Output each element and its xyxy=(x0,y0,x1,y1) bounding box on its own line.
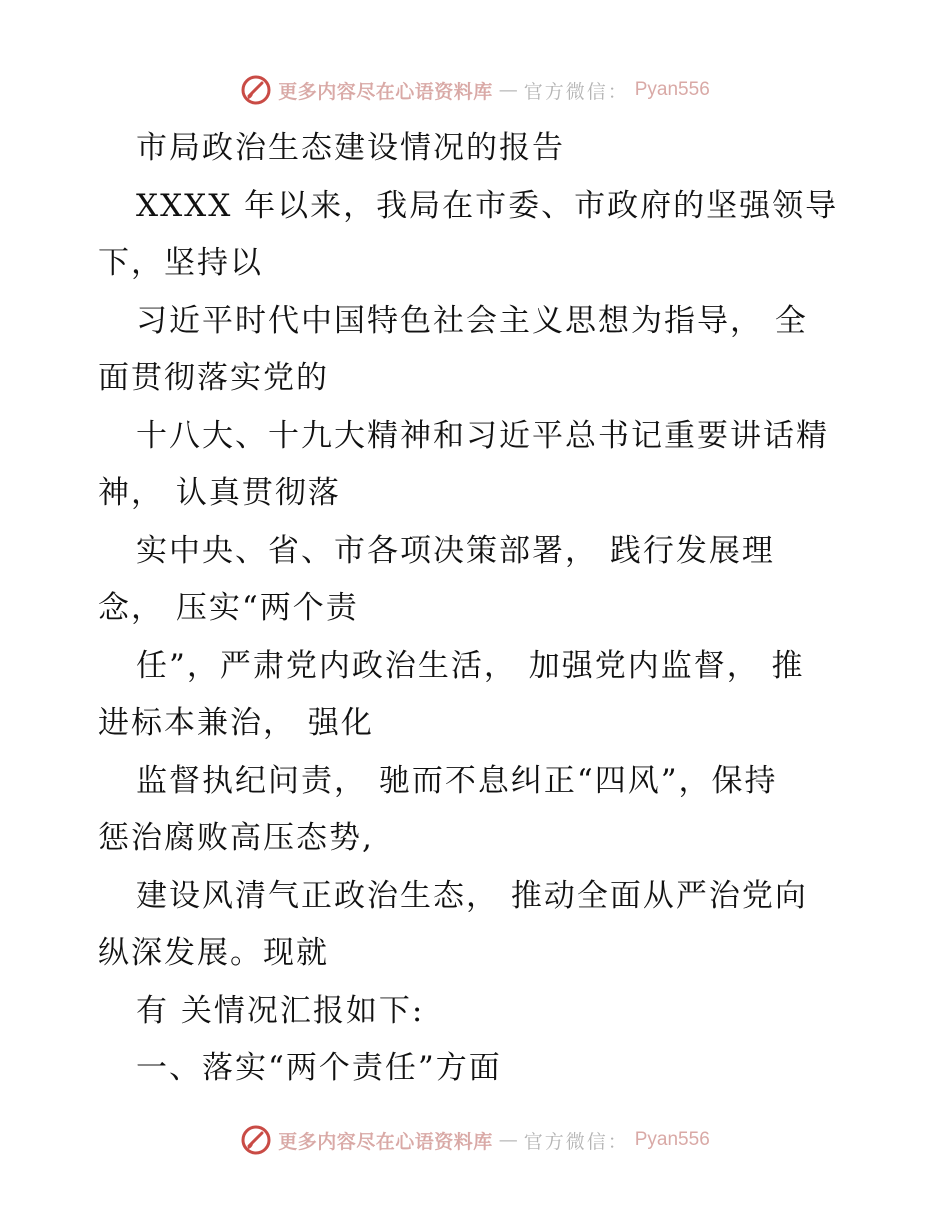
watermark-label: 官方微信： xyxy=(523,1130,629,1153)
paragraph-line: 十八大、十九大精神和习近平总书记重要讲话精 xyxy=(136,417,829,454)
paragraph-line: 惩治腐败高压态势, xyxy=(98,820,374,856)
paragraph-line: 纵深发展。现就 xyxy=(98,935,329,971)
watermark-main-text: 更多内容尽在心语资料库 xyxy=(278,1130,493,1153)
watermark-dash: — xyxy=(498,1129,518,1151)
section-heading: 一、落实“两个责任”方面 xyxy=(136,1050,502,1086)
paragraph-line: 任”，严肃党内政治生活， 加强党内监督， 推 xyxy=(136,647,805,684)
paragraph-line: 进标本兼治， 强化 xyxy=(98,705,374,741)
watermark-dash: — xyxy=(498,79,518,101)
footer-watermark xyxy=(0,1120,950,1160)
paragraph-line: 有 关情况汇报如下: xyxy=(136,992,425,1029)
paragraph-line: 念， 压实“两个责 xyxy=(98,590,359,626)
watermark-label: 官方微信： xyxy=(523,80,629,103)
paragraph-line: 面贯彻落实党的 xyxy=(98,360,329,396)
paragraph-line: 监督执纪问责， 驰而不息纠正“四风”，保持 xyxy=(136,762,778,799)
brush-logo-icon xyxy=(240,74,272,106)
watermark-handle: Pyan556 xyxy=(634,1129,710,1150)
document-title: 市局政治生态建设情况的报告 xyxy=(136,130,565,166)
paragraph-line: 神， 认真贯彻落 xyxy=(98,475,341,511)
paragraph-line: 建设风清气正政治生态， 推动全面从严治党向 xyxy=(136,877,808,914)
paragraph-line: 实中央、省、市各项决策部署， 践行发展理 xyxy=(136,532,775,569)
paragraph-line: 下，坚持以 xyxy=(98,245,263,281)
paragraph-line: XXXX 年以来，我局在市委、市政府的坚强领导 xyxy=(136,187,839,224)
document-body xyxy=(98,120,858,1098)
watermark-main-text: 更多内容尽在心语资料库 xyxy=(278,80,493,103)
watermark-handle: Pyan556 xyxy=(634,79,710,100)
brush-logo-icon xyxy=(240,1124,272,1156)
paragraph-line: 习近平时代中国特色社会主义思想为指导， 全 xyxy=(136,302,808,339)
header-watermark xyxy=(0,70,950,110)
